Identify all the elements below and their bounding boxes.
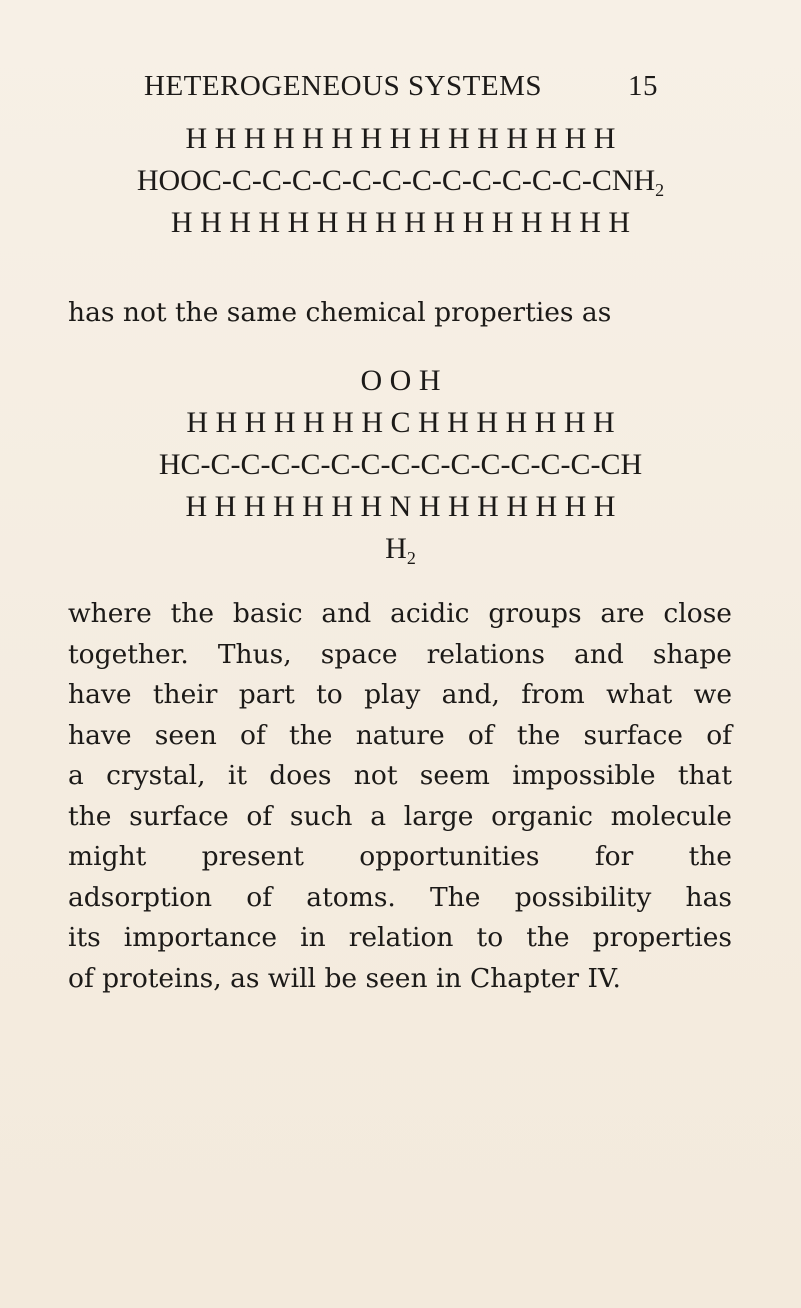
formula2-bottom-text: H [385,532,407,565]
formula2-top-groups: O O H [360,364,441,397]
paragraph2-line: together. Thus, space relations and shape [68,638,732,670]
paragraph2-line: have seen of the nature of the surface of [68,719,732,751]
page-number: 15 [628,70,658,102]
paragraph2-line: of proteins, as will be seen in Chapter IV. [68,962,621,994]
formula1-chain [0,160,801,202]
paragraph2-line: adsorption of atoms. The possibility has [68,881,732,913]
paragraph-comparison [68,293,732,334]
paragraph-body [68,594,732,999]
paragraph2-line: might present opportunities for the [68,841,732,872]
paragraph1-line: has not the same chemical properties as [68,297,612,328]
header-title: HETEROGENEOUS SYSTEMS [144,70,542,102]
paragraph2-line: the surface of such a large organic molecule [68,800,732,832]
structural-formula-branched [0,360,801,570]
running-header [88,70,658,110]
formula1-chain-text: HOOC-C-C-C-C-C-C-C-C-C-C-C-C-CNH [136,164,656,197]
formula2-bottom-subscript: 2 [406,548,416,568]
formula1-chain-subscript: 2 [655,180,665,200]
paragraph2-line: have their part to play and, from what we [68,679,732,710]
formula1-bottom-hydrogens: H H H H H H H H H H H H H H H H [170,206,631,239]
structural-formula-amide [0,118,801,244]
paragraph2-line: where the basic and acidic groups are close [68,598,732,629]
paragraph2-line: a crystal, it does not seem impossible that [68,760,732,791]
formula2-lower-hydrogens: H H H H H H H N H H H H H H H [185,490,616,523]
formula2-upper-hydrogens: H H H H H H H C H H H H H H H [186,406,615,439]
paragraph2-line: its importance in relation to the properties [68,922,732,953]
formula1-top-hydrogens: H H H H H H H H H H H H H H H [185,122,616,155]
formula2-chain: HC-C-C-C-C-C-C-C-C-C-C-C-C-C-CH [158,448,643,481]
formula2-bottom-group [0,528,801,570]
